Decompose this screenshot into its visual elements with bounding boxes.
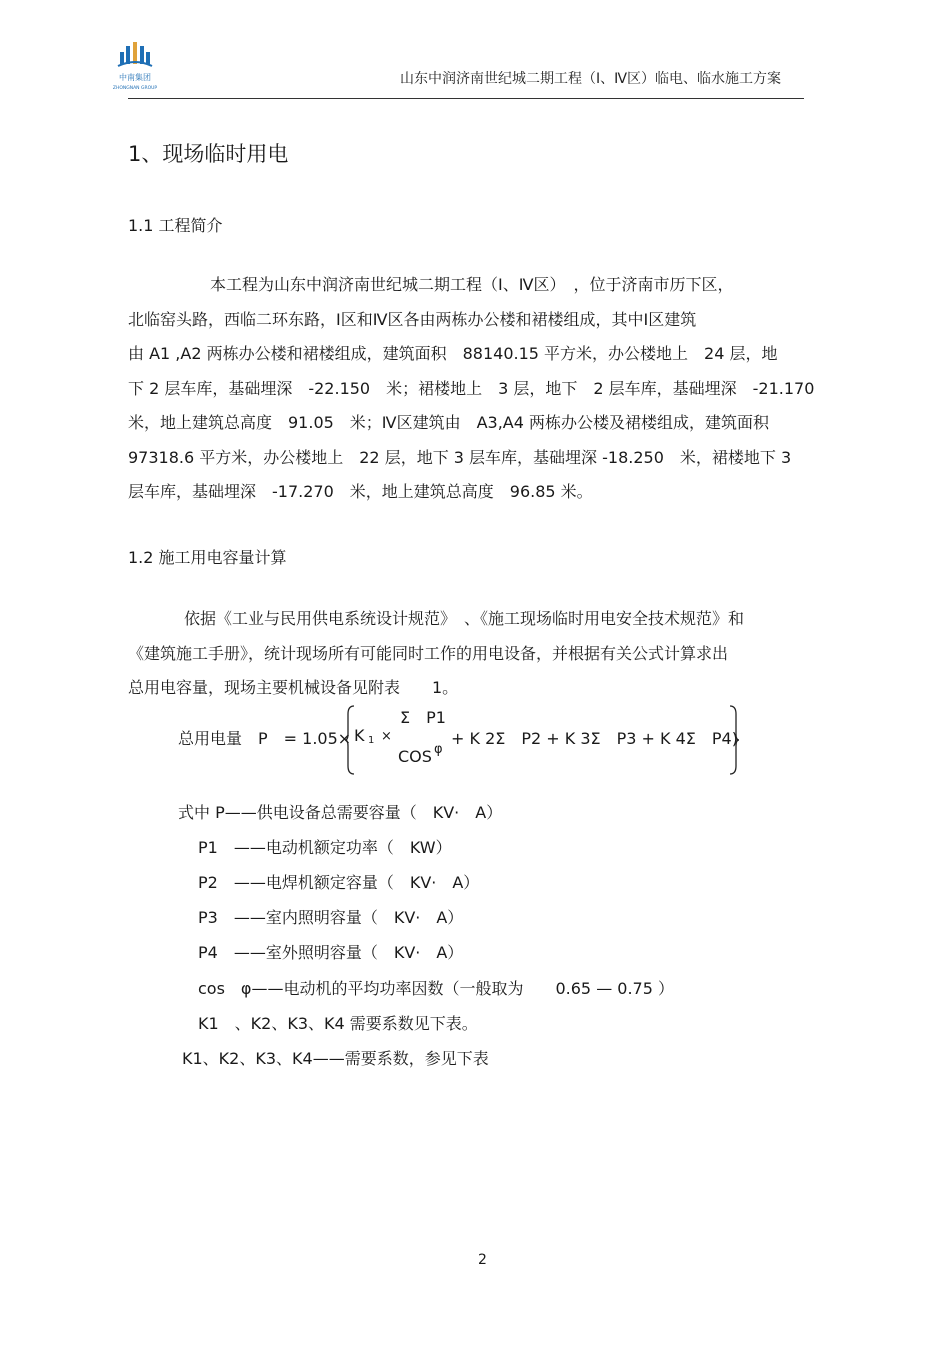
logo-subtext: ZHONGNAN GROUP (112, 86, 158, 91)
paragraph-line: 97318.6 平方米，办公楼地上 22 层，地下 3 层车库，基础埋深 -18.250 米，裙楼地下 3 (128, 447, 792, 467)
definition-p4: P4 ——室外照明容量（ KV· A） (198, 943, 464, 962)
right-bracket (726, 704, 740, 776)
definition-p: 式中 P——供电设备总需要容量（ KV· A） (178, 803, 503, 822)
definition-k-coefficients: K1 、K2、K3、K4 需要系数见下表。 (198, 1014, 478, 1033)
definition-p2: P2 ——电焊机额定容量（ KV· A） (198, 873, 480, 892)
calculation-basis-paragraph (128, 602, 828, 706)
paragraph-line: 北临窑头路，西临二环东路，Ⅰ区和Ⅳ区各由两栋办公楼和裙楼组成，其中Ⅰ区建筑 (128, 309, 697, 329)
project-overview-paragraph (128, 268, 848, 510)
formula-label: 总用电量 (178, 729, 243, 748)
formula-remaining-terms: + K 2Σ P2 + K 3Σ P3 + K 4Σ P4) (451, 729, 738, 748)
definition-k-demand-factor: K1、K2、K3、K4——需要系数，参见下表 (182, 1049, 489, 1068)
definition-p1: P1 ——电动机额定功率（ KW） (198, 838, 452, 857)
company-logo (112, 40, 158, 94)
header-divider (128, 98, 804, 99)
formula-sum-p1: Σ P1 (400, 708, 446, 727)
paragraph-line: 层车库，基础埋深 -17.270 米，地上建筑总高度 96.85 米。 (128, 482, 593, 501)
section-heading: 1、现场临时用电 (128, 142, 289, 166)
formula-k1-subscript: 1 (368, 735, 375, 746)
paragraph-line: 《建筑施工手册》，统计现场所有可能同时工作的用电设备，并根据有关公式计算求出 (128, 643, 729, 663)
paragraph-line: 本工程为山东中润济南世纪城二期工程（Ⅰ、Ⅳ区） ，位于济南市历下区， (210, 275, 734, 294)
formula-phi: φ (434, 742, 443, 757)
document-header-title: 山东中润济南世纪城二期工程（Ⅰ、Ⅳ区）临电、临水施工方案 (400, 71, 782, 87)
formula-times: × (381, 729, 392, 744)
logo-text: 中南集团 (119, 73, 151, 82)
logo-mark (118, 42, 152, 66)
definition-p3: P3 ——室内照明容量（ KV· A） (198, 908, 464, 927)
formula-k1: K (354, 726, 365, 745)
formula-cos: COS (398, 747, 432, 766)
paragraph-line: 依据《工业与民用供电系统设计规范》 、《施工现场临时用电安全技术规范》和 (184, 609, 745, 628)
page-number: 2 (478, 1252, 487, 1268)
subsection-heading-project-overview: 1.1 工程简介 (128, 216, 223, 235)
power-formula (178, 704, 778, 780)
definition-cos-phi: cos φ——电动机的平均功率因数（一般取为 0.65 — 0.75 ） (198, 979, 674, 998)
paragraph-line: 米，地上建筑总高度 91.05 米；Ⅳ区建筑由 A3,A4 两栋办公楼及裙楼组成，建筑面积 (128, 413, 769, 432)
subsection-heading-capacity-calculation: 1.2 施工用电容量计算 (128, 548, 287, 567)
paragraph-line: 由 A1 ,A2 两栋办公楼和裙楼组成，建筑面积 88140.15 平方米，办公楼地上 24 层，地 (128, 344, 778, 363)
paragraph-line: 总用电容量，现场主要机械设备见附表 1。 (128, 678, 459, 697)
formula-p-equals: P = 1.05× (258, 729, 352, 748)
paragraph-line: 下 2 层车库，基础埋深 -22.150 米；裙楼地上 3 层，地下 2 层车库，基础埋深 -21.170 (128, 378, 815, 398)
